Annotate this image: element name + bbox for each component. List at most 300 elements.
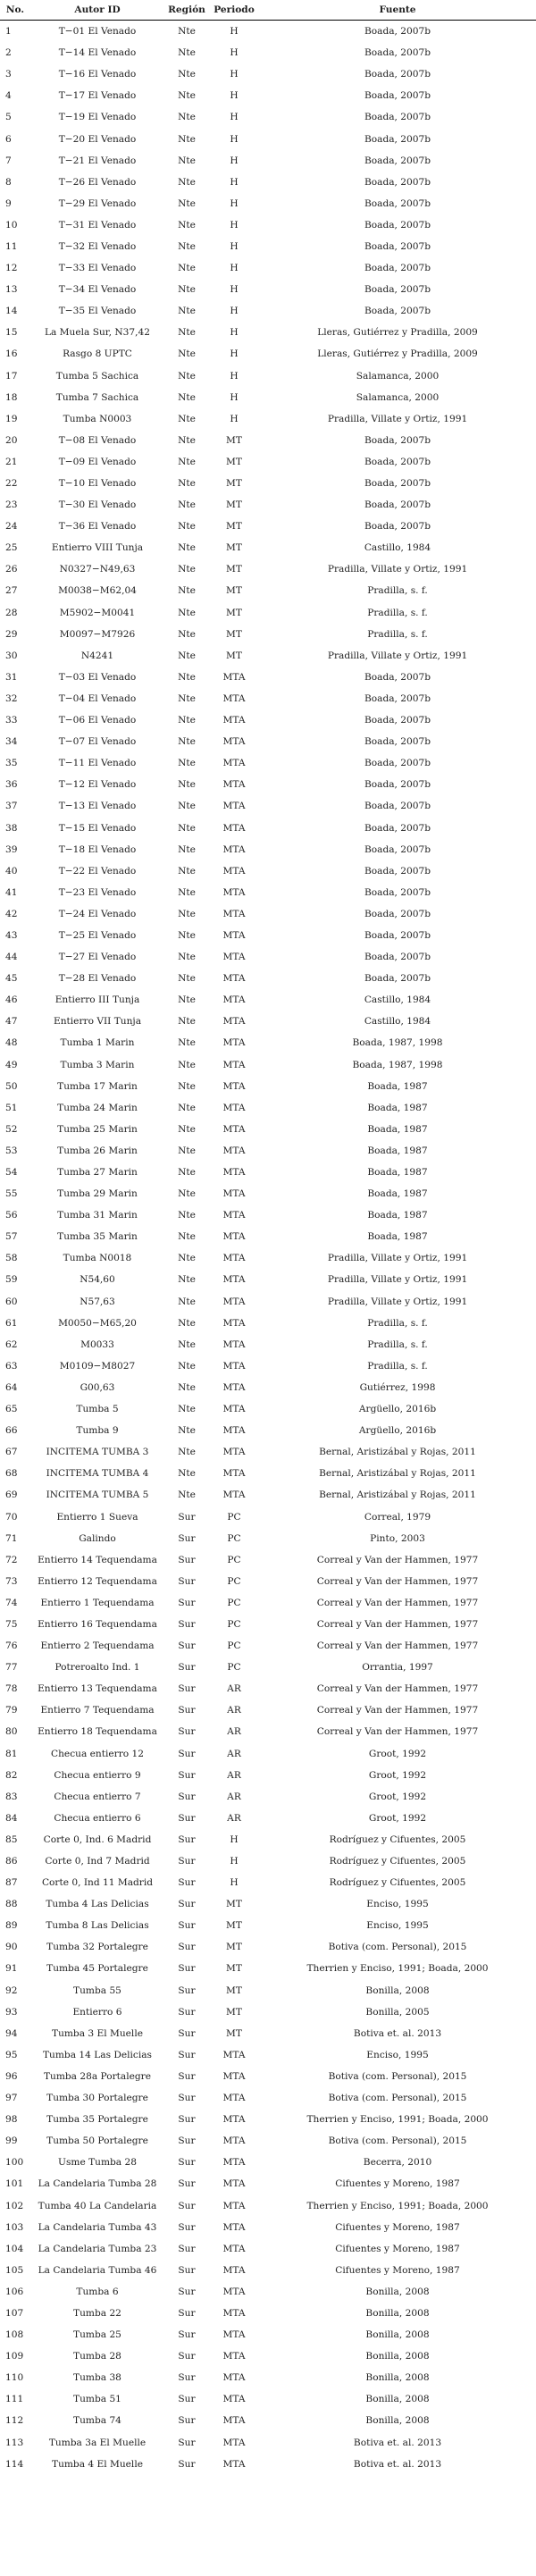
cell-fuente: Boada, 2007b <box>364 26 431 38</box>
table-row <box>0 1140 536 1162</box>
cell-fuente: Boada, 1987, 1998 <box>352 1037 443 1049</box>
table-row <box>0 1893 536 1915</box>
cell-autor-id: Entierro 2 Tequendama <box>40 1640 155 1652</box>
cell-autor-id: T−06 El Venado <box>58 715 137 726</box>
cell-fuente: Boada, 1987 <box>367 1167 428 1179</box>
cell-autor-id: Tumba 14 Las Delicias <box>42 2049 152 2060</box>
cell-no: 21 <box>5 456 18 467</box>
table-row <box>0 925 536 946</box>
cell-fuente: Boada, 1987, 1998 <box>352 1059 443 1070</box>
cell-no: 5 <box>5 112 12 123</box>
cell-region: Nte <box>178 736 196 748</box>
cell-fuente: Boada, 2007b <box>364 521 431 533</box>
table-row <box>0 2410 536 2431</box>
cell-no: 85 <box>5 1833 18 1845</box>
cell-autor-id: N57,63 <box>80 1296 115 1307</box>
cell-region: Sur <box>178 1942 196 1953</box>
cell-periodo: MT <box>226 1942 242 1953</box>
cell-autor-id: La Candelaria Tumba 28 <box>38 2178 157 2190</box>
cell-region: Nte <box>178 1210 196 1221</box>
cell-autor-id: T−32 El Venado <box>58 240 137 252</box>
cell-region: Sur <box>178 2394 196 2405</box>
table-row <box>0 1463 536 1484</box>
table-row <box>0 2367 536 2388</box>
table-row <box>0 1808 536 1829</box>
cell-no: 101 <box>5 2178 24 2190</box>
cell-periodo: MTA <box>222 2070 246 2082</box>
table-row <box>0 21 536 43</box>
cell-no: 107 <box>5 2307 24 2319</box>
cell-autor-id: La Muela Sur, N37,42 <box>44 327 151 339</box>
cell-periodo: MTA <box>222 2221 246 2233</box>
cell-fuente: Pradilla, s. f. <box>367 628 428 640</box>
cell-periodo: MTA <box>222 1016 246 1028</box>
cell-periodo: MTA <box>222 2307 246 2319</box>
cell-region: Nte <box>178 1102 196 1113</box>
cell-fuente: Boada, 2007b <box>364 112 431 123</box>
cell-no: 96 <box>5 2070 18 2082</box>
cell-autor-id: Tumba 28 <box>73 2351 121 2362</box>
cell-autor-id: Tumba 24 Marin <box>57 1102 138 1113</box>
cell-no: 46 <box>5 994 18 1006</box>
cell-no: 99 <box>5 2135 18 2147</box>
cell-fuente: Boada, 2007b <box>364 434 431 446</box>
cell-no: 102 <box>5 2200 24 2211</box>
cell-periodo: MTA <box>222 2178 246 2190</box>
cell-periodo: MT <box>226 542 242 554</box>
cell-periodo: MTA <box>222 2200 246 2211</box>
cell-no: 15 <box>5 327 18 339</box>
table-row <box>0 2109 536 2130</box>
cell-region: Nte <box>178 176 196 188</box>
cell-periodo: MTA <box>222 1404 246 1415</box>
cell-autor-id: Checua entierro 6 <box>54 1812 141 1824</box>
cell-periodo: MTA <box>222 843 246 855</box>
cell-no: 56 <box>5 1210 18 1221</box>
cell-no: 114 <box>5 2458 24 2470</box>
cell-region: Nte <box>178 801 196 812</box>
table-row <box>0 2454 536 2475</box>
cell-autor-id: Entierro 13 Tequendama <box>38 1683 157 1695</box>
table-row <box>0 774 536 795</box>
cell-region: Nte <box>178 715 196 726</box>
cell-no: 10 <box>5 219 18 231</box>
cell-autor-id: M0050−M65,20 <box>58 1317 137 1329</box>
table-row <box>0 1097 536 1119</box>
cell-no: 44 <box>5 952 18 963</box>
cell-autor-id: Checua entierro 9 <box>54 1769 141 1781</box>
cell-no: 50 <box>5 1080 18 1092</box>
cell-region: Nte <box>178 1253 196 1264</box>
cell-region: Sur <box>178 2264 196 2276</box>
cell-periodo: MTA <box>222 1231 246 1243</box>
cell-autor-id: Tumba 45 Portalegre <box>46 1963 148 1975</box>
cell-autor-id: Tumba 40 La Candelaria <box>38 2200 157 2211</box>
table-row <box>0 2345 536 2367</box>
table-row <box>0 2432 536 2454</box>
cell-region: Nte <box>178 542 196 554</box>
cell-fuente: Pinto, 2003 <box>370 1532 425 1544</box>
cell-periodo: MTA <box>222 1080 246 1092</box>
cell-no: 20 <box>5 434 18 446</box>
cell-fuente: Boada, 1987 <box>367 1123 428 1135</box>
cell-periodo: H <box>230 391 239 403</box>
cell-autor-id: T−23 El Venado <box>58 886 137 898</box>
table-row <box>0 430 536 451</box>
cell-region: Nte <box>178 1317 196 1329</box>
cell-autor-id: T−01 El Venado <box>58 26 137 38</box>
cell-periodo: MTA <box>222 908 246 919</box>
cell-periodo: PC <box>227 1511 241 1523</box>
table-row <box>0 1829 536 1850</box>
cell-region: Sur <box>178 2286 196 2297</box>
cell-no: 6 <box>5 133 12 145</box>
cell-fuente: Boada, 2007b <box>364 133 431 145</box>
cell-no: 17 <box>5 370 18 382</box>
cell-region: Sur <box>178 1833 196 1845</box>
table-row <box>0 1032 536 1053</box>
table-row <box>0 365 536 387</box>
cell-periodo: MTA <box>222 2394 246 2405</box>
cell-autor-id: Tumba 74 <box>73 2415 121 2427</box>
header-region: Región <box>164 0 209 21</box>
cell-periodo: MTA <box>222 1037 246 1049</box>
table-row <box>0 1204 536 1226</box>
table-row <box>0 1614 536 1635</box>
cell-region: Nte <box>178 133 196 145</box>
cell-no: 106 <box>5 2286 24 2297</box>
cell-no: 24 <box>5 521 18 533</box>
cell-fuente: Lleras, Gutiérrez y Pradilla, 2009 <box>317 327 478 339</box>
cell-periodo: H <box>230 90 239 102</box>
cell-fuente: Botiva et. al. 2013 <box>353 2437 442 2448</box>
cell-region: Nte <box>178 1381 196 1393</box>
cell-fuente: Boada, 2007b <box>364 240 431 252</box>
cell-periodo: H <box>230 133 239 145</box>
cell-region: Sur <box>178 2135 196 2147</box>
cell-region: Nte <box>178 908 196 919</box>
cell-periodo: MTA <box>222 2458 246 2470</box>
table-row <box>0 1355 536 1377</box>
cell-periodo: PC <box>227 1554 241 1565</box>
table-row <box>0 1721 536 1742</box>
cell-fuente: Boada, 2007b <box>364 843 431 855</box>
cell-region: Sur <box>178 1705 196 1716</box>
cell-periodo: MTA <box>222 1360 246 1372</box>
cell-autor-id: T−33 El Venado <box>58 263 137 274</box>
cell-autor-id: T−30 El Venado <box>58 499 137 511</box>
cell-region: Nte <box>178 1360 196 1372</box>
cell-periodo: MTA <box>222 779 246 791</box>
cell-autor-id: Tumba 3 Marin <box>60 1059 135 1070</box>
cell-region: Sur <box>178 1640 196 1652</box>
cell-no: 81 <box>5 1748 18 1759</box>
table-row <box>0 1765 536 1786</box>
cell-fuente: Correal y Van der Hammen, 1977 <box>316 1726 479 1738</box>
cell-fuente: Gutiérrez, 1998 <box>359 1381 436 1393</box>
cell-fuente: Pradilla, s. f. <box>367 1338 428 1350</box>
cell-region: Nte <box>178 1123 196 1135</box>
cell-region: Nte <box>178 1037 196 1049</box>
table-row <box>0 473 536 494</box>
cell-no: 65 <box>5 1404 18 1415</box>
cell-autor-id: T−35 El Venado <box>58 306 137 317</box>
cell-fuente: Groot, 1992 <box>368 1791 427 1802</box>
cell-periodo: H <box>230 47 239 59</box>
table-row <box>0 2260 536 2281</box>
cell-region: Sur <box>178 1511 196 1523</box>
cell-periodo: MTA <box>222 1468 246 1480</box>
cell-fuente: Boada, 2007b <box>364 90 431 102</box>
cell-fuente: Correal y Van der Hammen, 1977 <box>316 1554 479 1565</box>
cell-autor-id: Potreroalto Ind. 1 <box>54 1662 140 1674</box>
cell-periodo: MTA <box>222 801 246 812</box>
cell-no: 13 <box>5 284 18 296</box>
cell-no: 75 <box>5 1618 18 1630</box>
cell-fuente: Correal y Van der Hammen, 1977 <box>316 1683 479 1695</box>
cell-region: Nte <box>178 456 196 467</box>
cell-periodo: AR <box>227 1812 241 1824</box>
table-row <box>0 946 536 968</box>
cell-autor-id: Tumba 29 Marin <box>57 1188 138 1200</box>
cell-region: Sur <box>178 2114 196 2126</box>
cell-autor-id: INCITEMA TUMBA 5 <box>46 1489 149 1501</box>
cell-region: Sur <box>178 2351 196 2362</box>
cell-fuente: Enciso, 1995 <box>366 1899 429 1910</box>
cell-region: Sur <box>178 2178 196 2190</box>
cell-periodo: MT <box>226 650 242 661</box>
cell-fuente: Boada, 1987 <box>367 1102 428 1113</box>
cell-region: Nte <box>178 1016 196 1028</box>
cell-periodo: AR <box>227 1726 241 1738</box>
table-row <box>0 2281 536 2303</box>
cell-fuente: Therrien y Enciso, 1991; Boada, 2000 <box>306 2200 489 2211</box>
cell-autor-id: T−29 El Venado <box>58 197 137 209</box>
table-row <box>0 1377 536 1398</box>
table-row <box>0 558 536 580</box>
cell-region: Sur <box>178 1597 196 1608</box>
cell-fuente: Castillo, 1984 <box>364 994 431 1006</box>
cell-autor-id: Tumba 30 Portalegre <box>46 2093 148 2104</box>
cell-fuente: Boada, 2007b <box>364 736 431 748</box>
cell-periodo: MT <box>226 2006 242 2018</box>
cell-region: Nte <box>178 1274 196 1286</box>
cell-no: 35 <box>5 758 18 769</box>
cell-autor-id: T−07 El Venado <box>58 736 137 748</box>
table-body <box>0 21 536 2475</box>
cell-fuente: Castillo, 1984 <box>364 1016 431 1028</box>
cell-periodo: AR <box>227 1683 241 1695</box>
cell-autor-id: Tumba 6 <box>76 2286 119 2297</box>
cell-periodo: H <box>230 69 239 80</box>
cell-region: Sur <box>178 2200 196 2211</box>
cell-periodo: H <box>230 155 239 166</box>
cell-region: Nte <box>178 240 196 252</box>
cell-no: 41 <box>5 886 18 898</box>
cell-region: Nte <box>178 779 196 791</box>
cell-no: 16 <box>5 348 18 360</box>
table-row <box>0 1699 536 1721</box>
cell-periodo: AR <box>227 1791 241 1802</box>
cell-no: 95 <box>5 2049 18 2060</box>
cell-no: 27 <box>5 585 18 597</box>
table-row <box>0 752 536 774</box>
cell-region: Sur <box>178 2157 196 2169</box>
cell-no: 43 <box>5 929 18 941</box>
table-row <box>0 1850 536 1872</box>
cell-fuente: Pradilla, Villate y Ortiz, 1991 <box>327 564 468 575</box>
cell-periodo: MTA <box>222 1447 246 1458</box>
table-row <box>0 860 536 882</box>
cell-fuente: Cifuentes y Moreno, 1987 <box>335 2221 460 2233</box>
cell-periodo: MTA <box>222 2415 246 2427</box>
cell-fuente: Therrien y Enciso, 1991; Boada, 2000 <box>306 2114 489 2126</box>
cell-periodo: MTA <box>222 2329 246 2341</box>
table-row <box>0 1571 536 1592</box>
cell-autor-id: T−28 El Venado <box>58 973 137 985</box>
cell-region: Nte <box>178 1468 196 1480</box>
cell-no: 70 <box>5 1511 18 1523</box>
cell-fuente: Bonilla, 2008 <box>365 2286 430 2297</box>
cell-autor-id: T−26 El Venado <box>58 176 137 188</box>
cell-fuente: Boada, 2007b <box>364 69 431 80</box>
cell-autor-id: Tumba 5 Sachica <box>55 370 139 382</box>
cell-autor-id: Corte 0, Ind 11 Madrid <box>41 1877 154 1889</box>
cell-periodo: AR <box>227 1705 241 1716</box>
cell-fuente: Correal y Van der Hammen, 1977 <box>316 1640 479 1652</box>
cell-fuente: Enciso, 1995 <box>366 2049 429 2060</box>
cell-fuente: Cifuentes y Moreno, 1987 <box>335 2243 460 2254</box>
table-row <box>0 172 536 193</box>
cell-no: 112 <box>5 2415 24 2427</box>
cell-autor-id: T−14 El Venado <box>58 47 137 59</box>
cell-autor-id: Entierro VII Tunja <box>53 1016 142 1028</box>
cell-region: Sur <box>178 1575 196 1587</box>
cell-region: Nte <box>178 306 196 317</box>
table-row <box>0 387 536 408</box>
cell-periodo: MTA <box>222 822 246 834</box>
table-row <box>0 494 536 516</box>
cell-autor-id: La Candelaria Tumba 46 <box>38 2264 157 2276</box>
table-row <box>0 624 536 645</box>
cell-periodo: MTA <box>222 1253 246 1264</box>
cell-no: 36 <box>5 779 18 791</box>
cell-region: Sur <box>178 2437 196 2448</box>
cell-autor-id: T−16 El Venado <box>58 69 137 80</box>
table-row <box>0 2217 536 2238</box>
cell-autor-id: T−34 El Venado <box>58 284 137 296</box>
cell-fuente: Salamanca, 2000 <box>356 391 440 403</box>
cell-autor-id: Tumba 50 Portalegre <box>46 2135 148 2147</box>
table-row <box>0 343 536 365</box>
cell-region: Nte <box>178 865 196 877</box>
cell-region: Nte <box>178 758 196 769</box>
cell-periodo: MTA <box>222 865 246 877</box>
cell-no: 105 <box>5 2264 24 2276</box>
cell-autor-id: Tumba 9 <box>76 1425 119 1437</box>
cell-region: Nte <box>178 434 196 446</box>
cell-periodo: AR <box>227 1748 241 1759</box>
cell-fuente: Bonilla, 2008 <box>365 2372 430 2384</box>
cell-fuente: Bonilla, 2008 <box>365 2307 430 2319</box>
table-row <box>0 1980 536 2001</box>
table-row <box>0 1076 536 1097</box>
cell-no: 14 <box>5 306 18 317</box>
cell-region: Sur <box>178 2093 196 2104</box>
cell-autor-id: Tumba N0018 <box>63 1253 132 1264</box>
cell-region: Sur <box>178 2307 196 2319</box>
cell-fuente: Boada, 2007b <box>364 155 431 166</box>
cell-fuente: Rodríguez y Cifuentes, 2005 <box>329 1856 466 1867</box>
cell-no: 32 <box>5 692 18 704</box>
table-row <box>0 1247 536 1269</box>
table-row <box>0 2303 536 2324</box>
cell-fuente: Pradilla, Villate y Ortiz, 1991 <box>327 1253 468 1264</box>
cell-periodo: H <box>230 284 239 296</box>
cell-periodo: MTA <box>222 1274 246 1286</box>
cell-region: Sur <box>178 1662 196 1674</box>
cell-no: 19 <box>5 413 18 424</box>
cell-no: 54 <box>5 1167 18 1179</box>
cell-autor-id: Tumba 7 Sachica <box>55 391 139 403</box>
cell-fuente: Boada, 1987 <box>367 1145 428 1156</box>
table-row <box>0 709 536 731</box>
cell-no: 22 <box>5 478 18 490</box>
cell-region: Nte <box>178 413 196 424</box>
cell-fuente: Boada, 2007b <box>364 952 431 963</box>
cell-periodo: MT <box>226 1963 242 1975</box>
cell-fuente: Boada, 2007b <box>364 929 431 941</box>
cell-region: Nte <box>178 1080 196 1092</box>
table-row <box>0 1183 536 1204</box>
cell-fuente: Boada, 2007b <box>364 822 431 834</box>
table-row <box>0 1635 536 1657</box>
cell-periodo: MT <box>226 499 242 511</box>
cell-region: Nte <box>178 219 196 231</box>
cell-autor-id: Tumba 3 El Muelle <box>52 2027 143 2039</box>
cell-autor-id: Entierro 14 Tequendama <box>38 1554 157 1565</box>
cell-periodo: PC <box>227 1640 241 1652</box>
table-row <box>0 257 536 279</box>
cell-no: 57 <box>5 1231 18 1243</box>
table-row <box>0 1484 536 1506</box>
cell-no: 73 <box>5 1575 18 1587</box>
cell-autor-id: G00,63 <box>80 1381 115 1393</box>
cell-fuente: Boada, 2007b <box>364 176 431 188</box>
cell-no: 97 <box>5 2093 18 2104</box>
table-row <box>0 1226 536 1247</box>
table-row <box>0 1786 536 1808</box>
cell-periodo: MT <box>226 1899 242 1910</box>
cell-autor-id: Tumba 17 Marin <box>57 1080 138 1092</box>
cell-no: 84 <box>5 1812 18 1824</box>
cell-no: 71 <box>5 1532 18 1544</box>
cell-region: Sur <box>178 1769 196 1781</box>
cell-fuente: Correal y Van der Hammen, 1977 <box>316 1575 479 1587</box>
cell-periodo: PC <box>227 1662 241 1674</box>
cell-periodo: MTA <box>222 929 246 941</box>
cell-autor-id: Tumba 31 Marin <box>57 1210 138 1221</box>
table-row <box>0 193 536 214</box>
cell-no: 74 <box>5 1597 18 1608</box>
cell-no: 53 <box>5 1145 18 1156</box>
cell-region: Sur <box>178 1748 196 1759</box>
cell-region: Nte <box>178 263 196 274</box>
cell-periodo: MTA <box>222 2372 246 2384</box>
cell-periodo: H <box>230 263 239 274</box>
cell-no: 11 <box>5 240 18 252</box>
cell-autor-id: T−31 El Venado <box>58 219 137 231</box>
